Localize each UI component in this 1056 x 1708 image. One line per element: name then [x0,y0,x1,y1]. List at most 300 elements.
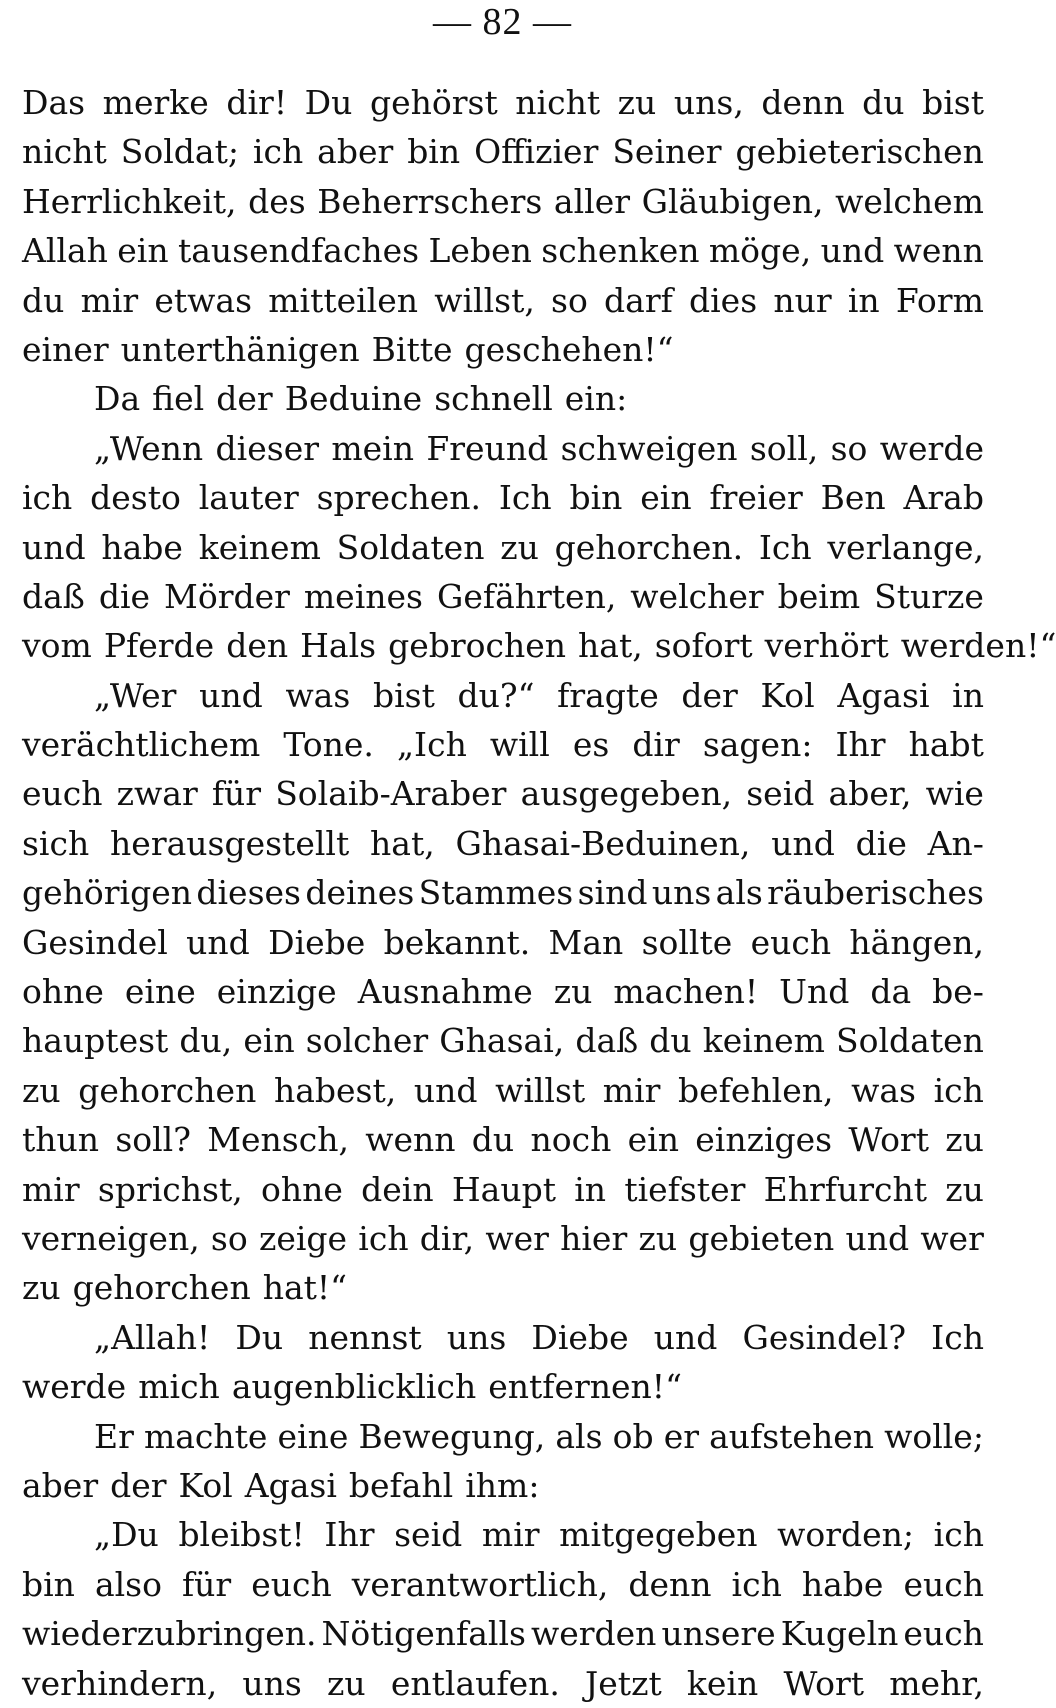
text-line [22,819,984,868]
word: Das [22,83,86,122]
word: bin [407,132,461,172]
word: Soldat; [120,132,239,172]
word: Kol [178,1465,233,1505]
word: machte [143,1416,268,1456]
word: du [649,1021,692,1061]
word: euch [903,1614,984,1654]
word: euch [903,1564,984,1604]
text-line [22,1066,984,1115]
word: hat, [578,626,643,666]
word: ausgegeben, [520,774,733,814]
word: Offizier [474,132,599,172]
word: denn [761,83,845,122]
text-line [22,1659,984,1708]
word: dies [689,280,758,320]
word: lauter [198,478,299,518]
word: der [216,379,273,419]
word: des [248,181,306,221]
word: verantwortlich, [351,1564,609,1604]
word: freier [709,478,803,518]
word: der [110,1465,167,1505]
word: und [845,1218,910,1258]
word: Kol [760,675,815,715]
word: ein [640,478,692,518]
word: ein [117,231,169,271]
word: daß [22,576,85,616]
word: dein [361,1169,434,1209]
word: Gefährten, [436,576,617,616]
word: geschehen!“ [464,329,674,369]
word: welcher [630,576,764,616]
word: mein [331,428,414,468]
word: verhört [764,626,889,666]
word: zu [617,83,657,122]
word: so [830,428,868,468]
word: aber [317,132,394,172]
word: Ehrfurcht [763,1169,927,1209]
word: schnell [434,379,553,419]
word: ein [627,1120,679,1160]
word: euch [251,1564,332,1604]
word: und [820,231,885,271]
word: habt [908,725,984,765]
word: die [98,576,151,616]
word: sich [22,823,90,863]
word: schenken [541,231,700,271]
word: wiederzubringen. [22,1614,317,1654]
word: hängen, [849,922,984,962]
word: nur [773,280,832,320]
word: werden [530,1614,657,1654]
word: was [285,675,351,715]
word: welchem [835,181,984,221]
word: du, [179,1021,233,1061]
word: Wort [783,1663,865,1703]
word: da [870,972,912,1012]
word: Man [548,922,624,962]
word: beim [777,576,861,616]
word: werde [22,1367,127,1407]
text-line [22,720,984,769]
word: „Allah! [94,1317,211,1357]
word: Soldaten [336,527,485,567]
word: befahl [348,1465,454,1505]
word: kein [686,1663,759,1703]
word: Er [94,1416,134,1456]
text-line [22,127,984,176]
word: hier [560,1218,628,1258]
word: verächtlichem [22,725,261,765]
word: dir! [226,83,288,122]
word: und [22,527,86,567]
word: „Du [94,1515,159,1555]
text-line [22,473,984,522]
word: mir [22,1169,80,1209]
word: aber [22,1465,99,1505]
word: vom [22,626,92,666]
word: machen! [613,972,759,1012]
word: sind [577,873,648,913]
word: thun [22,1120,100,1160]
text-line [22,967,984,1016]
word: Form [895,280,984,320]
word: wie [925,774,984,814]
text-line [22,78,984,127]
word: räuberisches [767,873,984,913]
word: sprichst, [97,1169,243,1209]
word: verneigen, [22,1218,200,1258]
word: Gesindel? [742,1317,907,1357]
word: euch [22,774,103,814]
word: unterthänigen [120,329,360,369]
word: daß [575,1021,639,1061]
text-line [22,1560,984,1609]
word: gebrochen [388,626,567,666]
word: als [715,873,763,913]
word: uns, [673,83,744,122]
word: Arab [903,478,984,518]
word: Diebe [268,922,366,962]
word: sprechen. [316,478,481,518]
word: den [226,626,289,666]
word: ich [933,1515,984,1555]
word: ich [252,132,304,172]
word: also [94,1564,162,1604]
word: eine [124,972,196,1012]
word: befehlen, [678,1070,834,1110]
word: Ausnahme [357,972,533,1012]
word: will [489,725,550,765]
word: gehorchen [72,1268,251,1308]
word: bin [22,1564,75,1604]
word: und [653,1317,718,1357]
word: entfernen!“ [488,1367,682,1407]
word: und [199,675,263,715]
word: Haupt [451,1169,556,1209]
word: wolle; [884,1416,984,1456]
word: sollte [641,922,733,962]
word: zu [22,1070,61,1110]
word: fiel [152,379,205,419]
word: aber, [828,774,912,814]
word: in [952,675,984,715]
text-line [22,1362,984,1411]
word: und [186,922,250,962]
word: wenn [893,231,984,271]
word: es [572,725,610,765]
text-line [22,226,984,275]
word: Du [235,1317,284,1357]
word: mehr, [889,1663,984,1703]
text-line [22,325,984,374]
word: in [847,280,880,320]
word: dir [632,725,680,765]
word: Du [304,83,353,122]
word: be- [932,972,984,1012]
word: Ich [758,527,812,567]
word: entlaufen. [390,1663,560,1703]
word: zu [945,1169,984,1209]
word: augenblicklich [231,1367,477,1407]
word: ohne [260,1169,343,1209]
word: noch [530,1120,612,1160]
word: Und [779,972,850,1012]
word: werden!“ [900,626,1056,666]
word: Pferde [103,626,215,666]
word: bist [922,83,984,122]
word: Leben [428,231,532,271]
word: zeige [258,1218,348,1258]
word: sagen: [702,725,813,765]
text-line [22,424,984,473]
word: mir [602,1070,661,1110]
word: als [555,1416,603,1456]
word: uns [651,873,712,913]
word: Seiner [612,132,722,172]
word: Sturze [874,576,984,616]
word: sofort [654,626,753,666]
page-text-body [22,78,1056,1708]
text-line [22,1214,984,1263]
word: ein [243,1021,295,1061]
text-line [22,1115,984,1164]
word: Beduine [284,379,423,419]
word: Solaib-Araber [275,774,507,814]
word: nicht [22,132,107,172]
word: werde [879,428,984,468]
word: nennst [308,1317,422,1357]
word: mir [80,280,139,320]
word: was [851,1070,916,1110]
word: zu [945,1120,984,1160]
word: dir, [419,1218,475,1258]
word: ohne [22,972,104,1012]
word: mitgegeben [559,1515,758,1555]
word: Bewegung, [358,1416,546,1456]
word: hat!“ [262,1268,348,1308]
word: bin [569,478,623,518]
word: Mensch, [207,1120,349,1160]
word: desto [90,478,181,518]
word: gehorchen. [554,527,744,567]
text-line [22,868,984,917]
word: aller [553,181,630,221]
page-number: — 82 — [433,1,572,43]
word: nicht [515,83,601,122]
word: für [181,1564,232,1604]
word: ich [358,1218,409,1258]
text-line [22,1461,984,1510]
word: zu [638,1218,678,1258]
word: so [551,280,588,320]
word: zu [22,1268,61,1308]
word: willst, [434,280,535,320]
word: fragte [557,675,659,715]
word: Ihr [835,725,886,765]
word: keinem [702,1021,825,1061]
word: gebieten [688,1218,835,1258]
text-line [22,572,984,621]
word: und [771,823,835,863]
word: ein: [564,379,628,419]
text-line [22,276,984,325]
word: merke [102,83,209,122]
word: „Ich [396,725,467,765]
word: ob [612,1416,654,1456]
word: uns [446,1317,507,1357]
word: Jetzt [585,1663,662,1703]
word: Nötigenfalls [321,1614,526,1654]
word: solcher [305,1021,429,1061]
word: Allah [22,231,108,271]
word: etwas [154,280,253,320]
word: keinem [198,527,321,567]
word: soll, [749,428,819,468]
word: unsere [661,1614,776,1654]
word: verlange, [827,527,984,567]
word: einzige [216,972,337,1012]
word: Hals [300,626,377,666]
word: gehörst [369,83,498,122]
text-line [22,918,984,967]
word: Da [94,379,141,419]
word: Ihr [324,1515,375,1555]
word: hat, [370,823,435,863]
word: Stammes [418,873,574,913]
word: und [413,1070,478,1110]
text-line [22,671,984,720]
word: soll? [115,1120,191,1160]
text-line [22,1165,984,1214]
word: Ben [820,478,886,518]
word: für [211,774,262,814]
word: einziges [695,1120,833,1160]
word: Kugeln [780,1614,899,1654]
word: Ghasai, [439,1021,565,1061]
word: Beherrschers [317,181,543,221]
word: der [681,675,738,715]
word: du [471,1120,515,1160]
text-line [22,1510,984,1559]
text-line [22,523,984,572]
word: zwar [116,774,198,814]
text-line [22,1313,984,1362]
word: Gläubigen, [641,181,824,221]
word: einer [22,329,109,369]
word: Ich [931,1317,984,1357]
text-line [22,1263,984,1312]
word: ich [731,1564,782,1604]
word: mich [138,1367,220,1407]
word: willst [495,1070,586,1110]
word: bist [372,675,435,715]
word: gehorchen [78,1070,257,1110]
word: Agasi [244,1465,337,1505]
text-line [22,1412,984,1461]
word: Diebe [531,1317,629,1357]
word: gehörigen [22,873,193,913]
word: ihm: [465,1465,540,1505]
word: schweigen [560,428,738,468]
word: dieses [196,873,301,913]
word: habest, [273,1070,397,1110]
word: euch [750,922,832,962]
word: ich [933,1070,984,1110]
word: Ich [498,478,552,518]
word: darf [604,280,673,320]
word: zu [327,1663,366,1703]
word: du?“ [457,675,535,715]
word: worden; [777,1515,915,1555]
word: wenn [365,1120,456,1160]
word: er [663,1416,700,1456]
text-line [22,177,984,226]
word: uns [242,1663,302,1703]
word: bleibst! [178,1515,305,1555]
word: denn [628,1564,712,1604]
word: „Wer [94,675,177,715]
word: du [862,83,905,122]
word: habe [801,1564,884,1604]
word: „Wenn [94,428,204,468]
word: gebieterischen [735,132,984,172]
word: deines [305,873,415,913]
word: so [210,1218,248,1258]
text-line [22,1609,984,1658]
word: herausgestellt [110,823,350,863]
word: Herrlichkeit, [22,181,237,221]
word: seid [394,1515,463,1555]
word: An- [927,823,984,863]
word: Wort [848,1120,929,1160]
word: Bitte [371,329,453,369]
text-line [22,374,984,423]
word: dieser [215,428,319,468]
word: Agasi [837,675,930,715]
text-line [22,769,984,818]
word: zu [553,972,593,1012]
word: zu [500,527,539,567]
word: Gesindel [22,922,168,962]
word: aufstehen [709,1416,874,1456]
word: hauptest [22,1021,169,1061]
word: die [855,823,907,863]
word: ich [22,478,73,518]
word: meines [303,576,423,616]
word: habe [101,527,183,567]
word: wer [920,1218,984,1258]
word: Soldaten [836,1021,984,1061]
text-line [22,621,1056,670]
word: wer [485,1218,549,1258]
word: mitteilen [268,280,419,320]
word: Freund [426,428,549,468]
word: tiefster [624,1169,746,1209]
word: bekannt. [383,922,531,962]
word: eine [277,1416,349,1456]
word: tausendfaches [178,231,420,271]
word: Tone. [283,725,374,765]
word: mir [481,1515,540,1555]
text-line [22,1016,984,1065]
word: verhindern, [22,1663,218,1703]
word: du [22,280,65,320]
word: seid [746,774,815,814]
word: möge, [708,231,812,271]
word: Ghasai-Beduinen, [455,823,751,863]
word: Mörder [164,576,290,616]
word: in [574,1169,607,1209]
